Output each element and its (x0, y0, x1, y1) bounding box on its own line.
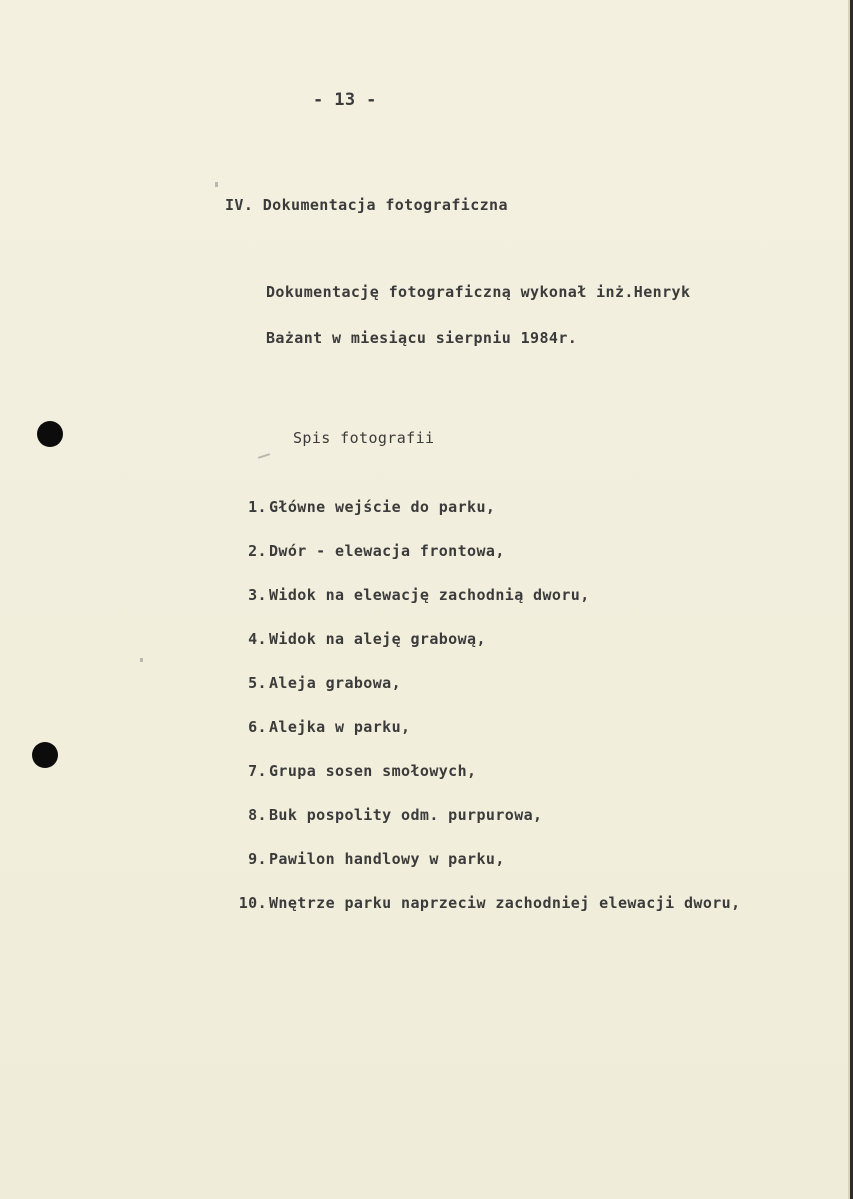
list-item (229, 496, 741, 540)
item-text: Grupa sosen smołowych, (269, 762, 477, 780)
item-text: Widok na aleję grabową, (269, 630, 486, 648)
punch-hole-top (37, 421, 63, 447)
item-number: 2. (248, 542, 267, 560)
item-text: Pawilon handlowy w parku, (269, 850, 505, 868)
item-number: 4. (248, 630, 267, 648)
section-title: IV. Dokumentacja fotograficzna (225, 196, 508, 214)
item-number: 6. (248, 718, 267, 736)
list-item (229, 540, 741, 584)
page-number: - 13 - (313, 90, 377, 110)
list-item (229, 672, 741, 716)
item-text: Dwór - elewacja frontowa, (269, 542, 505, 560)
item-number: 3. (248, 586, 267, 604)
item-number: 8. (248, 806, 267, 824)
stray-mark (258, 453, 270, 459)
item-text: Aleja grabowa, (269, 674, 402, 692)
list-item (229, 760, 741, 804)
item-text: Główne wejście do parku, (269, 498, 496, 516)
list-item (229, 804, 741, 848)
item-number: 9. (248, 850, 267, 868)
item-number: 10. (238, 894, 267, 912)
list-item (229, 628, 741, 672)
item-number: 1. (248, 498, 267, 516)
paragraph-line-2: Bażant w miesiącu sierpniu 1984r. (266, 329, 578, 347)
stray-mark (140, 658, 143, 662)
item-text: Alejka w parku, (269, 718, 411, 736)
list-item (229, 892, 741, 936)
paragraph-line-1: Dokumentację fotograficzną wykonał inż.Henryk (266, 283, 691, 301)
item-text: Widok na elewację zachodnią dworu, (269, 586, 590, 604)
list-item (229, 584, 741, 628)
item-number: 5. (248, 674, 267, 692)
punch-hole-bottom (32, 742, 58, 768)
list-title: Spis fotografii (293, 429, 435, 447)
item-number: 7. (248, 762, 267, 780)
list-item (229, 716, 741, 760)
stray-mark (215, 182, 218, 187)
item-text: Wnętrze parku naprzeciw zachodniej elewacji dworu, (269, 894, 741, 912)
photo-list (229, 496, 741, 936)
list-item (229, 848, 741, 892)
item-text: Buk pospolity odm. purpurowa, (269, 806, 543, 824)
